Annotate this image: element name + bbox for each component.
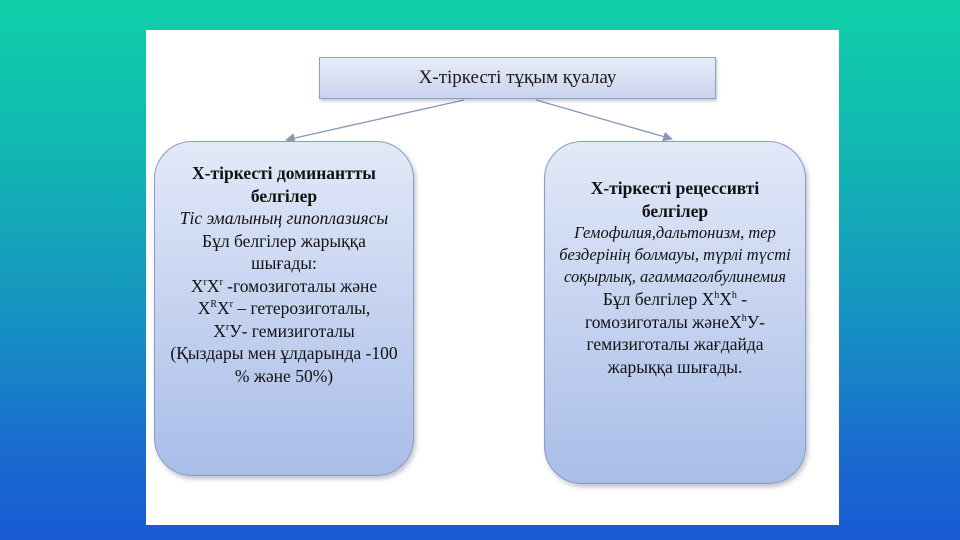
dominant-intro: Бұл белгілер жарыққа шығады: xyxy=(202,230,366,273)
dominant-heterozygous-line xyxy=(155,297,413,320)
hetero-x1: Х xyxy=(197,298,211,318)
recessive-mid: - гомозиготалы жәнеХ xyxy=(584,289,748,332)
dominant-homozygous-line xyxy=(155,275,413,298)
hemi-tail: У- гемизиготалы xyxy=(229,320,355,341)
slide-canvas xyxy=(146,30,839,525)
connector-left-arrow xyxy=(286,100,464,140)
dominant-hemizygous-line xyxy=(155,320,413,343)
hemi-s1: r xyxy=(225,321,230,333)
recessive-s1: h xyxy=(714,290,720,302)
homo-tail: -гомозиготалы және xyxy=(222,275,378,296)
diagram-title: Х-тіркесті тұқым қуалау xyxy=(418,67,617,88)
recessive-examples: Гемофилия,дальтонизм, тер бездерінің болмауы, түрлі түсті соқырлық, агаммаголбулинемия xyxy=(559,223,791,286)
dominant-traits-card xyxy=(154,141,414,476)
connector-right-arrow xyxy=(536,100,672,139)
homo-x1: Х xyxy=(190,275,204,296)
hemi-x1: Х xyxy=(213,320,226,341)
recessive-tail: У- гемизиготалы жағдайда жарыққа шығады. xyxy=(586,311,766,377)
homo-s2: r xyxy=(219,276,223,288)
recessive-intro: Бұл белгілер Х xyxy=(602,289,715,309)
hetero-s2: r xyxy=(229,299,233,311)
recessive-x2: Х xyxy=(719,289,732,309)
recessive-traits-card xyxy=(544,141,806,484)
diagram-title-box xyxy=(319,57,716,99)
hetero-x2: Х xyxy=(217,298,230,318)
recessive-description xyxy=(545,288,805,378)
recessive-heading: Х-тіркесті рецессивті белгілер xyxy=(590,178,760,221)
homo-x2: Х xyxy=(206,275,220,296)
dominant-heading: Х-тіркесті доминантты белгілер xyxy=(192,163,376,206)
hetero-s1: R xyxy=(210,299,217,311)
homo-s1: r xyxy=(203,276,207,288)
dominant-examples: Тіс эмалының гипоплазиясы xyxy=(179,208,389,228)
dominant-percent-note: (Қыздары мен ұлдарында -100 % және 50%) xyxy=(170,343,398,386)
recessive-s3: h xyxy=(741,312,747,324)
hetero-tail: – гетерозиготалы, xyxy=(232,298,371,318)
recessive-s2: h xyxy=(731,290,737,302)
